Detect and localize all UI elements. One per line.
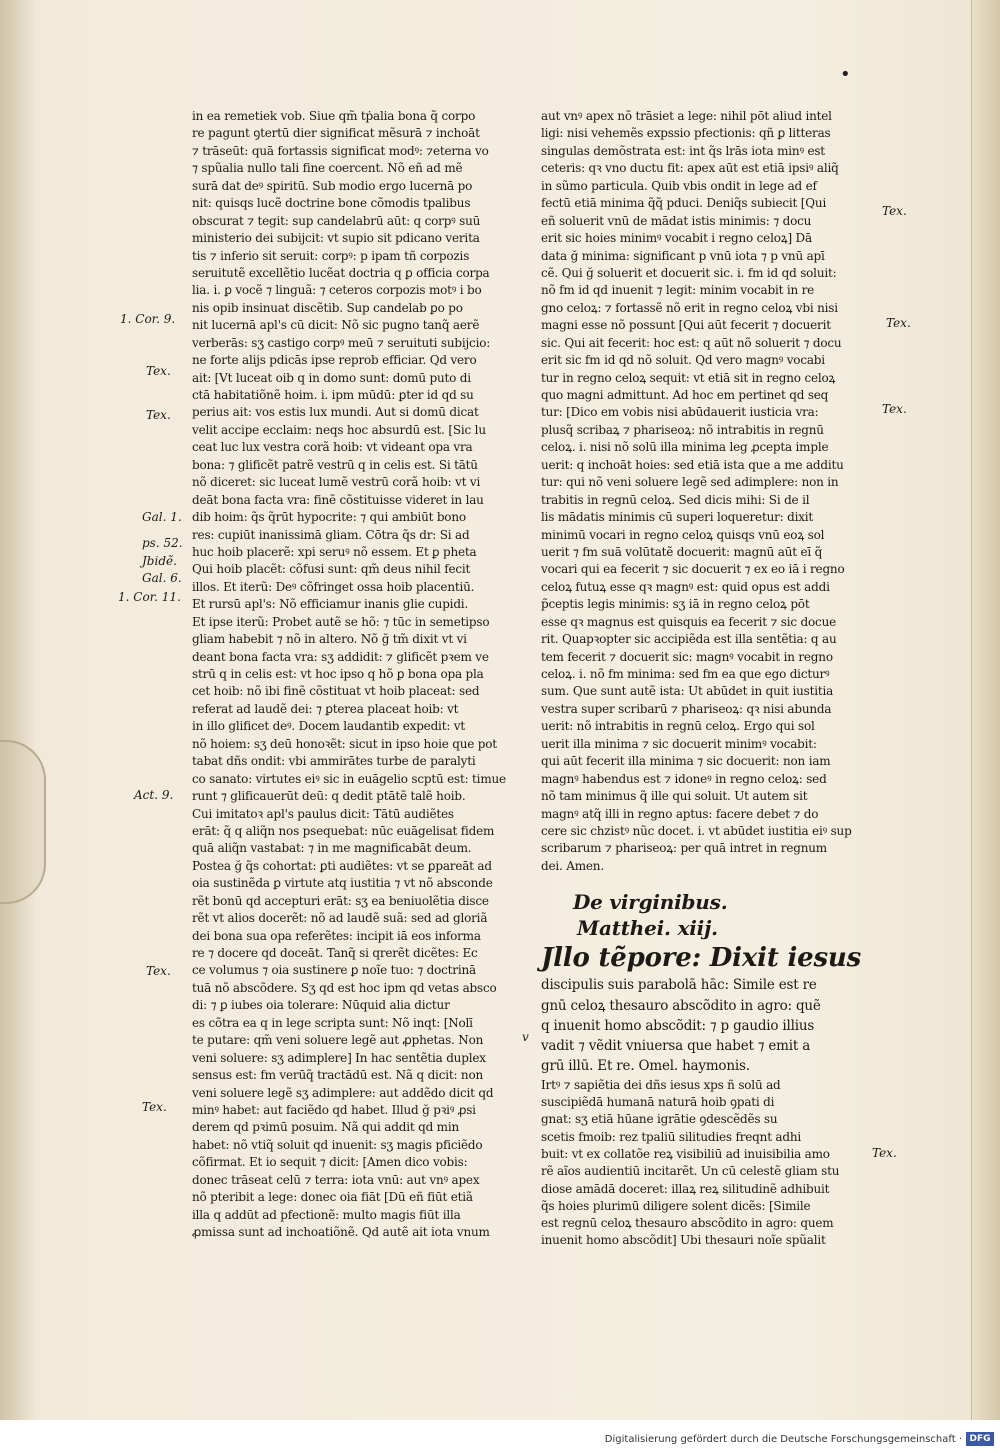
text-line: erit sic hoies minimꝰ vocabit i regno celoꝝ] Dā (541, 231, 812, 246)
text-line: surā dat deꝰ spiritū. Sub modio ergo lucernā po (192, 178, 473, 193)
text-line: Cui imitatoꝛ apl's paulus dicit: Tātū audiẽtes (192, 806, 454, 821)
text-line: Postea ğ q̃s cohortat: ꝑti audiẽtes: vt se ꝑpareāt ad (192, 858, 492, 873)
page-edge (971, 0, 1000, 1420)
text-line: Et ipse iterũ: Probet autẽ se hõ: ⁊ tūc in semetipso (192, 614, 490, 629)
right-text-column (541, 108, 876, 1250)
margin-note: 1. Cor. 11. (118, 590, 181, 604)
text-line: suscipiẽdā humanā naturā hoib ꝯpati di (541, 1095, 775, 1110)
text-line: nis opib insinuat discẽtib. Sup candelab ꝑo po (192, 300, 463, 315)
text-line: donec trāseat celū ⁊ terra: iota vnū: aut vnꝰ apex (192, 1172, 480, 1187)
text-line: p̃ceptis legis minimis: sʒ iā in regno celoꝝ pōt (541, 597, 810, 612)
text-line: rẽt vt alios docerẽt: nõ ad laudẽ suã: sed ad gloriã (192, 911, 488, 926)
text-line: cet hoib: nõ ibi finẽ cõstituat vt hoib placeat: sed (192, 684, 480, 699)
text-line: sic. Qui ait fecerit: hoc est: q aūt nõ soluerit ⁊ docu (541, 335, 842, 350)
margin-note: v (522, 1030, 529, 1044)
text-line: te putare: qm̃ veni soluere legẽ aut ꝓphetas. Non (192, 1033, 484, 1048)
text-line: Et rursū apl's: Nõ efficiamur inanis glie cupidi. (192, 597, 469, 612)
text-line: eñ soluerit vnū de mādat istis minimis: ⁊ docu (541, 213, 812, 228)
text-line: minimū vocari in regno celoꝝ quisqs vnū eoꝝ sol (541, 527, 825, 542)
text-line: magnꝰ atq̃ illi in regno aptus: facere debet ⁊ do (541, 806, 819, 821)
text-line: tur in regno celoꝝ sequit: vt etiā sit in regno celoꝝ (541, 370, 836, 385)
text-line: qui aūt fecerit illa minima ⁊ sic docuerit: non iam (541, 754, 831, 769)
text-line: ⁊ trāseūt: quā fortassis significat modꝰ: ⁊eterna vo (192, 143, 489, 158)
text-line: in ea remetiek vob. Siue qm̃ tṗalia bona q̃ corpo (192, 109, 476, 123)
margin-note: ps. 52. (142, 536, 183, 550)
text-line: es cõtra ea q in lege scripta sunt: Nõ inqt: [Nolī (192, 1015, 473, 1030)
page-gutter-shadow (0, 0, 36, 1420)
text-line: tuā nõ abscõdere. Sʒ qd est hoc ipm qd vetas absco (192, 980, 497, 995)
text-line: gno celoꝝ: ⁊ fortassẽ nõ erit in regno celoꝝ vbi nisi (541, 300, 838, 315)
text-line: strū q in celis est: vt hoc ipso q hõ ꝑ bona opa pla (192, 667, 484, 681)
text-line: uerit: q inchoāt hoies: sed etiā ista que a me additu (541, 457, 844, 472)
text-line: derem qd pꝛimū posuim. Nã qui addit qd min (192, 1120, 460, 1135)
top-mark: • (840, 64, 857, 85)
text-line: tem fecerit ⁊ docuerit sic: magnꝰ vocabit in regno (541, 649, 833, 664)
text-line: q̃s hoies plurimū diligere solent dicẽs: [Simile (541, 1198, 811, 1213)
margin-note: Tex. (146, 964, 171, 978)
text-line: celoꝝ. i. nõ fm minima: sed fm ea que ego dicturꝰ (541, 667, 830, 681)
text-line: magnꝰ habendus est ⁊ idoneꝰ in regno celoꝝ: sed (541, 771, 827, 786)
text-line: veni soluere: sʒ adimplere] In hac sentẽtia duplex (192, 1050, 486, 1065)
text-line: seruitutẽ excellẽtio lucẽat doctria q ꝑ officia corpa (192, 265, 490, 280)
margin-note: Tex. (146, 364, 171, 378)
text-line: cere sic chzistꝰ nũc docet. i. vt abūdet iustitia eiꝰ sup (541, 823, 852, 838)
right-column-text-block (541, 108, 876, 875)
text-line: ministerio dei subijcit: vt supio sit pdicano verita (192, 231, 480, 246)
margin-note: Tex. (142, 1100, 167, 1114)
dfg-logo: DFG (966, 1432, 994, 1446)
text-line: co sanato: virtutes eiꝰ sic in euāgelio scptū est: timue (192, 771, 506, 786)
text-line: gnat: sʒ etiā hūane igrātie ꝯdescẽdẽs su (541, 1112, 778, 1127)
funding-notice: Digitalisierung gefördert durch die Deutsche Forschungsgemeinschaft · (604, 1434, 962, 1445)
section-heading: De virginibus. (573, 890, 728, 915)
text-line: gnū celoꝝ thesauro abscõdito in agro: quẽ (541, 997, 821, 1014)
text-line: ne forte alijs pdicās ipse reprob efficiar. Qd vero (192, 353, 477, 368)
homily-text-block (541, 1077, 876, 1250)
text-line: buit: vt ex collatõe reꝝ visibiliū ad inuisibilia amo (541, 1146, 830, 1161)
text-line: vadit ⁊ vẽdit vniuersa que habet ⁊ emit a (541, 1038, 811, 1055)
text-line: q inuenit homo abscõdit: ⁊ p gaudio illius (541, 1017, 815, 1034)
text-line: trabitis in regnū celoꝝ. Sed dicis mihi: Si de il (541, 492, 810, 507)
text-line: illa q addūt ad pfectionẽ: multo magis fiūt illa (192, 1207, 461, 1222)
text-line: Irtꝰ ⁊ sapiẽtia dei dñs iesus xps ñ solū ad (541, 1077, 781, 1092)
text-line: runt ⁊ glificauerūt deū: q dedit ptātẽ talẽ hoib. (192, 789, 466, 804)
text-line: uerit: nõ intrabitis in regnū celoꝝ. Ergo qui sol (541, 719, 815, 734)
text-line: ce volumus ⁊ oia sustinere ꝑ noĩe tuo: ⁊ doctrinā (192, 963, 476, 978)
text-line: vestra super scribarū ⁊ phariseoꝝ: qꝛ nisi abunda (541, 701, 832, 716)
page-clip-mark (0, 740, 46, 904)
text-line: habet: nõ vtiq̃ soluit qd inuenit: sʒ magis pficiẽdo (192, 1137, 483, 1152)
text-line: nõ fm id qd inuenit ⁊ legit: minim vocabit in re (541, 283, 815, 298)
text-line: verberās: sʒ castigo corpꝰ meū ⁊ seruituti subijcio: (192, 335, 491, 350)
text-line: sum. Que sunt autẽ ista: Ut abūdet in quit iustitia (541, 684, 834, 699)
margin-note: Gal. 1. (142, 510, 182, 524)
text-line: data ğ minima: significant p vnū iota ⁊ p vnū apī (541, 248, 825, 263)
text-line: dei bona sua opa referẽtes: incipit iā eos informa (192, 928, 481, 943)
text-line: scribarum ⁊ phariseoꝝ: per quā intret in regnum (541, 841, 827, 856)
text-line: ligi: nisi vehemẽs expssio pfectionis: qñ ꝑ litteras (541, 126, 831, 141)
text-line: nõ pteribit a lege: donec oia fiāt [Dū eñ fiūt etiã (192, 1190, 473, 1205)
text-line: celoꝝ. i. nisi nõ solū illa minima leg ꝓcepta imple (541, 440, 829, 455)
margin-note: Jbidẽ. (142, 554, 177, 568)
text-line: referat ad laudẽ dei: ⁊ ꝑterea placeat hoib: vt (192, 701, 459, 716)
text-line: Qui hoib placẽt: cõfusi sunt: qm̃ deus nihil fecit (192, 562, 471, 577)
text-line: uerit illa minima ⁊ sic docuerit minimꝰ vocabit: (541, 736, 817, 751)
text-line: nõ hoiem: sʒ deū honoꝛẽt: sicut in ipso hoie que pot (192, 736, 497, 751)
text-line: ctā habitatiõnẽ hoim. i. ipm mūdū: ꝑter id qd su (192, 388, 474, 402)
text-line: ceat luc lux vestra corã hoib: vt videant opa vra (192, 440, 473, 455)
text-line: lia. i. ꝑ vocẽ ⁊ linguã: ⁊ ceteros corpozis motꝰ i bo (192, 283, 482, 298)
text-line: aut vnꝰ apex nõ trāsiet a lege: nihil pōt aliud intel (541, 109, 832, 123)
text-line: quā aliq̃n vastabat: ⁊ in me magnificabāt deum. (192, 841, 472, 856)
text-line: erāt: q̃ q aliq̃n nos psequebat: nūc euāgelisat fidem (192, 823, 495, 838)
text-line: magni esse nõ possunt [Qui aūt fecerit ⁊ docuerit (541, 318, 831, 333)
text-line: ait: [Vt luceat oib q in domo sunt: domū puto di (192, 370, 471, 385)
margin-note: 1. Cor. 9. (120, 312, 176, 326)
margin-note: Tex. (146, 408, 171, 422)
text-line: di: ⁊ ꝑ iubes oia tolerare: Nūquid alia dictur (192, 998, 450, 1013)
section-subheading: Matthei. xiij. (577, 916, 718, 941)
text-line: huc hoib placerẽ: xpi seruꝰ nõ essem. Et ꝑ pheta (192, 544, 477, 559)
text-line: tur: [Dico em vobis nisi abūdauerit iusticia vra: (541, 405, 819, 420)
text-line: nõ diceret: sic luceat lumẽ vestrū corã hoib: vt vi (192, 475, 481, 490)
text-line: in illo glificet deꝰ. Docem laudantib expedit: vt (192, 719, 465, 734)
text-line: deant bona facta vra: sʒ addidit: ⁊ glificẽt pꝛem ve (192, 649, 489, 664)
text-line: inuenit homo abscõdit] Ubi thesauri noĩe spũalit (541, 1233, 826, 1248)
text-line: esse qꝛ magnus est quisquis ea fecerit ⁊ sic docue (541, 614, 836, 629)
text-line: nit lucernā apl's cū dicit: Nõ sic pugno tanq̃ aerẽ (192, 318, 480, 333)
text-line: ⁊ spũalia nullo tali fine coercent. Nõ eñ ad mẽ (192, 161, 463, 176)
text-line: re pagunt ꝯtertū dier significat mẽsurā ⁊ inchoāt (192, 126, 480, 141)
margin-note: Act. 9. (134, 788, 174, 802)
left-text-column (192, 108, 517, 1241)
text-line: vocari qui ea fecerit ⁊ sic docuerit ⁊ ex eo iā i regno (541, 562, 845, 577)
text-line: fectū etiā minima q̃q̃ pduci. Deniq̃s subiecit [Qui (541, 196, 827, 211)
text-line: scetis fmoib: rez tpaliū silitudies freqnt adhi (541, 1129, 802, 1144)
text-line: minꝰ habet: aut faciẽdo qd habet. Illud ğ pꝛiꝰ ꝓsi (192, 1102, 476, 1117)
text-line: tis ⁊ inferio sit seruit: corpꝰ: p ipam tñ corpozis (192, 248, 470, 263)
text-line: dei. Amen. (541, 858, 604, 873)
text-line: discipulis suis parabolā hāc: Simile est re (541, 977, 817, 994)
text-line: oia sustinẽda ꝑ virtute atq iustitia ⁊ vt nõ absconde (192, 876, 493, 891)
margin-note: Gal. 6. (142, 571, 182, 585)
margin-note: Tex. (882, 402, 907, 416)
text-line: grū illū. Et re. Omel. haymonis. (541, 1058, 750, 1075)
text-line: rẽt bonū qd accepturi erāt: sʒ ea beniuolẽtia disce (192, 893, 489, 908)
text-line: erit sic fm id qd nõ soluit. Qd vero magnꝰ vocabi (541, 353, 825, 368)
text-line: ꝓmissa sunt ad inchoatiõnẽ. Qd autẽ ait iota vnum (192, 1225, 490, 1239)
margin-note: Tex. (872, 1146, 897, 1160)
text-line: celoꝝ futuꝝ esse qꝛ magnꝰ est: quid opus est addi (541, 579, 830, 594)
text-line: veni soluere legẽ sʒ adimplere: aut addẽdo dicit qd (192, 1085, 494, 1100)
text-line: deāt bona facta vra: finẽ cõstituisse videret in lau (192, 492, 484, 507)
text-line: gliam habebit ⁊ nõ in altero. Nõ ğ tm̃ dixit vt vi (192, 632, 467, 647)
text-line: tabat dñs ondit: vbi ammirātes turbe de paralyti (192, 754, 476, 769)
text-line: lis mādatis minimis cū superi loqueretur: dixit (541, 510, 814, 525)
text-line: nõ tam minimus q̃ ille qui soluit. Ut autem sit (541, 789, 808, 804)
gospel-incipit: Jllo tẽpore: Dixit iesus (541, 943, 862, 974)
text-line: singulas demõstrata est: int q̃s lrās iota minꝰ est (541, 143, 825, 158)
text-line: velit accipe ecclaim: neqs hoc absurdū est. [Sic lu (192, 422, 486, 437)
gospel-text-block (541, 975, 876, 1076)
text-line: dib hoim: q̃s q̃rūt hypocrite: ⁊ qui ambiūt bono (192, 510, 466, 525)
text-line: re ⁊ docere qd doceāt. Tanq̃ si qrerẽt dicẽtes: Ec (192, 946, 478, 960)
text-line: cõfirmat. Et io sequit ⁊ dicit: [Amen dico vobis: (192, 1155, 468, 1170)
text-line: sensus est: fm verūq̃ tractādū est. Nã q dicit: non (192, 1068, 484, 1083)
text-line: cẽ. Qui ğ soluerit et docuerit sic. i. fm id qd soluit: (541, 265, 837, 280)
text-line: res: cupiūt inanissimā gliam. Cōtra q̃s dr: Si ad (192, 527, 470, 542)
text-line: ceteris: qꝛ vno ductu fit: apex aūt est etiā ipsiꝰ aliq̃ (541, 161, 839, 176)
text-line: tur: qui nõ veni soluere legẽ sed adimplere: non in (541, 475, 839, 490)
text-line: plusq̃ scribaꝝ ⁊ phariseoꝝ: nõ intrabitis in regnū (541, 422, 824, 437)
text-line: est regnū celoꝝ thesauro abscõdito in agro: quem (541, 1216, 834, 1231)
text-line: nit: quisqs lucẽ doctrine bone cõmodis tpalibus (192, 196, 471, 211)
margin-note: Tex. (886, 316, 911, 330)
text-line: illos. Et iterũ: Deꝰ cõfringet ossa hoib placentiū. (192, 579, 475, 594)
text-line: bona: ⁊ glificẽt patrẽ vestrū q in celis est. Si tātū (192, 457, 478, 472)
text-line: obscurat ⁊ tegit: sup candelabrū aūt: q corpꝰ suū (192, 213, 481, 228)
text-line: diose amādā doceret: illaꝝ reꝝ silitudinẽ adhibuit (541, 1181, 830, 1196)
text-line: rẽ aĩos audientiū incitarẽt. Un cū celestẽ gliam stu (541, 1164, 840, 1179)
text-line: perius ait: vos estis lux mundi. Aut si domū dicat (192, 405, 479, 420)
text-line: in sũmo particula. Quib vbis ondit in lege ad ef (541, 178, 817, 193)
text-line: rit. Quapꝛopter sic accipiẽda est illa sentẽtia: q au (541, 632, 837, 647)
margin-note: Tex. (882, 204, 907, 218)
text-line: quo magni admittunt. Ad hoc em pertinet qd seq (541, 388, 829, 402)
footer (0, 1420, 1000, 1453)
text-line: uerit ⁊ fm suā volūtatẽ docuerit: magnū aūt eī q̃ (541, 544, 823, 559)
